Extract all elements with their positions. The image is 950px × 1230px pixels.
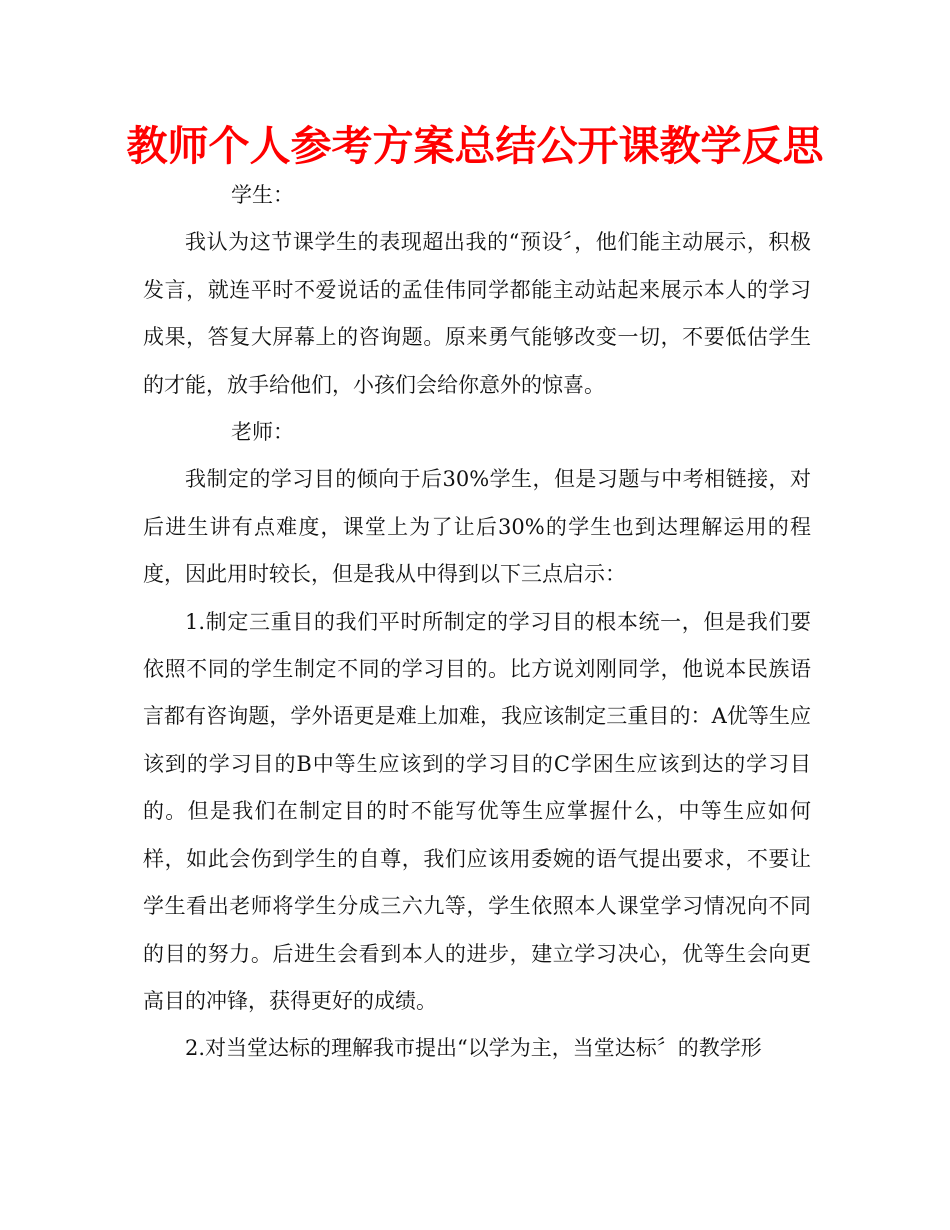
document-body bbox=[143, 172, 811, 1073]
document-title: 教师个人参考方案总结公开课教学反思 bbox=[126, 122, 824, 170]
paragraph: 1.制定三重目的我们平时所制定的学习目的根本统一，但是我们要依照不同的学生制定不同的学习目的。比方说刘刚同学，他说本民族语言都有咨询题，学外语更是难上加难，我应该制定三重目的：A优等生应该到的学习目的B中等生应该到的学习目的C学困生应该到达的学习目的。但是我们在制定目的时不能写优等生应掌握什么，中等生应如何样，如此会伤到学生的自尊，我们应该用委婉的语气提出要求，不要让学生看出老师将学生分成三六九等，学生依照本人课堂学习情况向不同的目的努力。后进生会看到本人的进步，建立学习决心，优等生会向更高目的冲锋，获得更好的成绩。 bbox=[143, 609, 811, 1013]
paragraph: 2.对当堂达标的理解我市提出“以学为主，当堂达标〞的教学形 bbox=[185, 1036, 762, 1061]
paragraph: 我认为这节课学生的表现超出我的“预设〞，他们能主动展示，积极发言，就连平时不爱说话的孟佳伟同学都能主动站起来展示本人的学习成果，答复大屏幕上的咨询题。原来勇气能够改变一切，不要低估学生的才能，放手给他们，小孩们会给你意外的惊喜。 bbox=[143, 230, 811, 397]
section-label-teacher: 老师： bbox=[231, 420, 294, 445]
paragraph: 我制定的学习目的倾向于后30%学生，但是习题与中考相链接，对后进生讲有点难度，课堂上为了让后30%的学生也到达理解运用的程度，因此用时较长，但是我从中得到以下三点启示： bbox=[143, 467, 811, 587]
section-label-students: 学生： bbox=[231, 183, 294, 207]
